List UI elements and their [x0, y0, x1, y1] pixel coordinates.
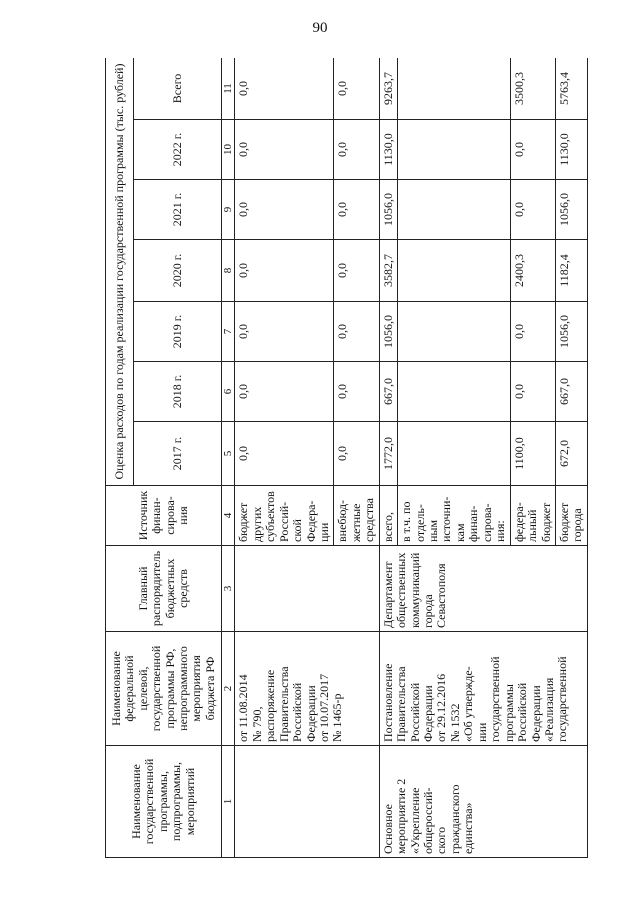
header-year-2022: 2022 г. — [134, 120, 222, 180]
header-funding-source: Источник финан-сирова-ния — [106, 486, 222, 546]
federal-program-cell: Постановление Правительства Российской Федерации от 29.12.2016 № 1532 «Об утвержде- нии государственной программы Российской Федерации «Реализация государственной — [379, 632, 587, 746]
value-2018: 0,0 — [510, 362, 555, 422]
value-2019: 0,0 — [510, 302, 555, 362]
value-2020: 1182,4 — [555, 240, 587, 302]
header-expense-group: Оценка расходов по годам реализации государственной программы (тыс. рублей) — [106, 58, 134, 486]
value-2018: 667,0 — [555, 362, 587, 422]
value-2018: 0,0 — [235, 362, 334, 422]
col-index: 7 — [222, 302, 235, 362]
header-year-2020: 2020 г. — [134, 240, 222, 302]
value-2017: 0,0 — [235, 422, 334, 486]
col-index: 2 — [222, 632, 235, 746]
value-2019: 0,0 — [235, 302, 334, 362]
value-2017: 1100,0 — [510, 422, 555, 486]
col-index: 4 — [222, 486, 235, 546]
col-index: 1 — [222, 746, 235, 858]
funding-source-cell: внебюд- жетные средства — [334, 486, 379, 546]
value-2021 — [398, 180, 511, 240]
header-year-2017: 2017 г. — [134, 422, 222, 486]
value-2022: 0,0 — [510, 120, 555, 180]
funding-source-cell: федера- льный бюджет — [510, 486, 555, 546]
column-index-row — [222, 58, 235, 858]
header-total: Всего — [134, 58, 222, 120]
value-2018: 0,0 — [334, 362, 379, 422]
header-program-name: Наименование государственной программы, подпрограммы, мероприятий — [106, 746, 222, 858]
value-2019: 1056,0 — [379, 302, 397, 362]
col-index: 5 — [222, 422, 235, 486]
table-row — [235, 58, 334, 858]
funding-source-cell: в т.ч. по отдель- ным источни- кам финан- сирова- ния: — [398, 486, 511, 546]
value-2021: 0,0 — [510, 180, 555, 240]
funding-source-cell: бюджет других субъектов Россий- ской Федера- ции — [235, 486, 334, 546]
col-index: 8 — [222, 240, 235, 302]
funding-source-cell: бюджет города — [555, 486, 587, 546]
header-year-2018: 2018 г. — [134, 362, 222, 422]
header-year-2019: 2019 г. — [134, 302, 222, 362]
page-number: 90 — [312, 20, 328, 36]
value-2018 — [398, 362, 511, 422]
value-2019 — [398, 302, 511, 362]
federal-program-cell: от 11.08.2014 № 790, распоряжение Правительства Российской Федерации от 10.07.2017 № 1465-р — [235, 632, 379, 746]
value-2020: 2400,3 — [510, 240, 555, 302]
value-2021: 1056,0 — [555, 180, 587, 240]
value-2020: 0,0 — [334, 240, 379, 302]
value-2022: 0,0 — [334, 120, 379, 180]
value-2022: 1130,0 — [379, 120, 397, 180]
budget-table — [105, 58, 588, 858]
budget-manager-cell — [235, 546, 379, 632]
value-2020: 3582,7 — [379, 240, 397, 302]
value-total: 3500,3 — [510, 58, 555, 120]
col-index: 11 — [222, 58, 235, 120]
funding-source-cell: всего, — [379, 486, 397, 546]
header-federal-program: Наименование федеральной целевой, государственной программы РФ, непрограммного мероприятия бюджета РФ — [106, 632, 222, 746]
budget-manager-cell: Департамент общественных коммуникаций города Севастополя — [379, 546, 587, 632]
value-2021: 0,0 — [334, 180, 379, 240]
value-2021: 0,0 — [235, 180, 334, 240]
value-total: 5763,4 — [555, 58, 587, 120]
table-row — [379, 58, 397, 858]
value-total: 0,0 — [235, 58, 334, 120]
value-2022 — [398, 120, 511, 180]
col-index: 9 — [222, 180, 235, 240]
value-2022: 0,0 — [235, 120, 334, 180]
col-index: 10 — [222, 120, 235, 180]
value-2020: 0,0 — [235, 240, 334, 302]
program-name-cell — [235, 746, 379, 858]
value-2017: 0,0 — [334, 422, 379, 486]
header-year-2021: 2021 г. — [134, 180, 222, 240]
value-2022: 1130,0 — [555, 120, 587, 180]
value-2021: 1056,0 — [379, 180, 397, 240]
value-total: 9263,7 — [379, 58, 397, 120]
col-index: 3 — [222, 546, 235, 632]
value-2017: 672,0 — [555, 422, 587, 486]
col-index: 6 — [222, 362, 235, 422]
header-budget-manager: Главный распорядитель бюджетных средств — [106, 546, 222, 632]
value-2017: 1772,0 — [379, 422, 397, 486]
value-2019: 0,0 — [334, 302, 379, 362]
value-total — [398, 58, 511, 120]
value-2017 — [398, 422, 511, 486]
value-2018: 667,0 — [379, 362, 397, 422]
value-total: 0,0 — [334, 58, 379, 120]
program-name-cell: Основное мероприятие 2 «Укрепление общероссий- ского гражданского единства» — [379, 746, 587, 858]
rotated-table-area — [105, 58, 615, 858]
value-2020 — [398, 240, 511, 302]
value-2019: 1056,0 — [555, 302, 587, 362]
